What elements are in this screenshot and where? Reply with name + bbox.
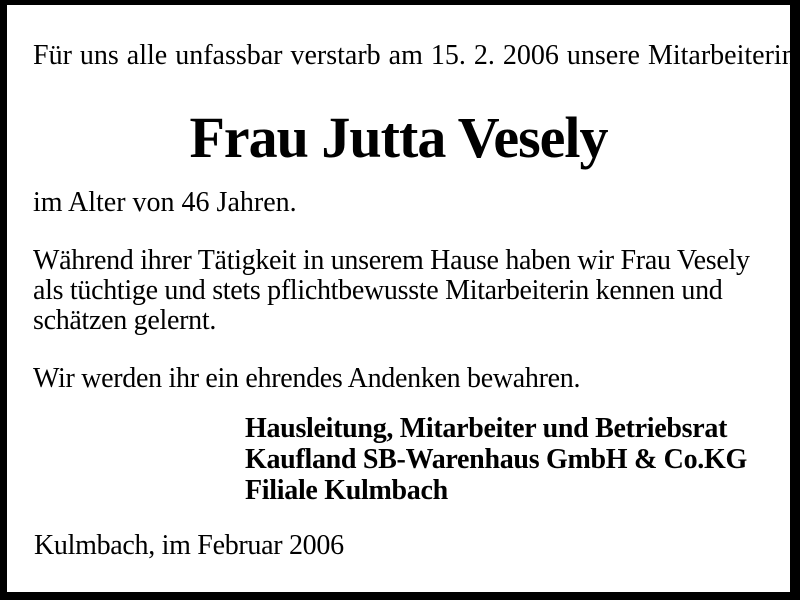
tribute-line-3: schätzen gelernt. — [33, 305, 217, 336]
remembrance-line: Wir werden ihr ein ehrendes Andenken bewahren. — [33, 363, 581, 394]
intro-line: Für uns alle unfassbar verstarb am 15. 2. 2006 unsere Mitarbeiterin — [33, 40, 796, 71]
signature-line-1: Hausleitung, Mitarbeiter und Betriebsrat — [245, 413, 728, 444]
deceased-name: Frau Jutta Vesely — [189, 105, 608, 170]
signature-block — [245, 413, 747, 506]
signature-line-3: Filiale Kulmbach — [245, 475, 448, 506]
signature-line-2: Kaufland SB-Warenhaus GmbH & Co.KG — [245, 444, 747, 475]
age-line: im Alter von 46 Jahren. — [33, 187, 297, 218]
tribute-paragraph — [33, 246, 750, 336]
tribute-line-1: Während ihrer Tätigkeit in unserem Hause haben wir Frau Vesely — [33, 245, 750, 276]
obituary-notice-page — [7, 5, 796, 592]
tribute-line-2: als tüchtige und stets pflichtbewusste Mitarbeiterin kennen und — [33, 275, 723, 306]
dateline: Kulmbach, im Februar 2006 — [34, 530, 344, 561]
